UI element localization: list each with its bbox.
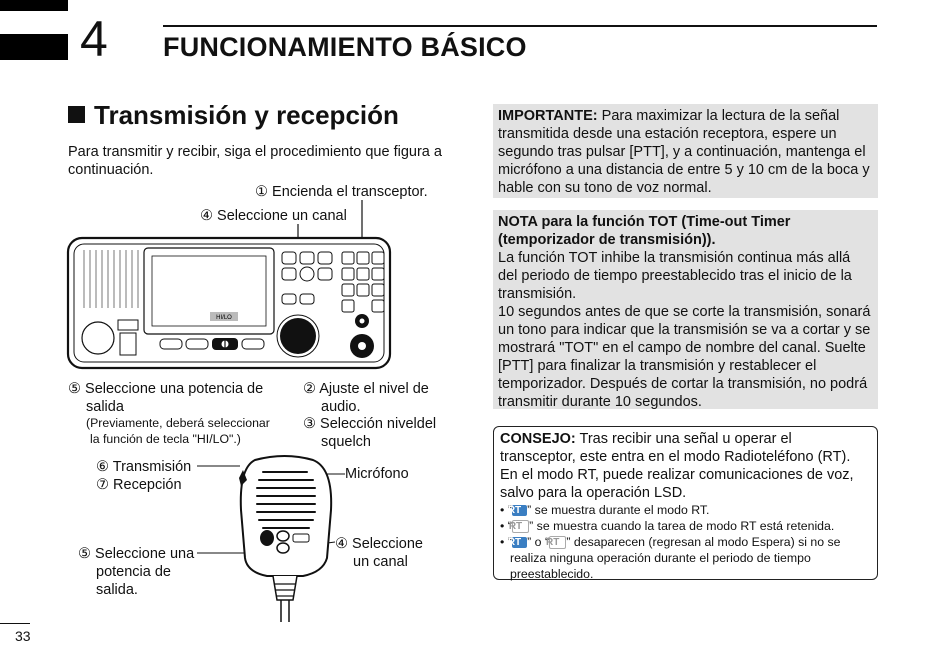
chapter-rule <box>163 25 877 27</box>
tip-bullet-2: • “RT ” se muestra cuando la tarea de modo RT está retenida. <box>500 519 835 533</box>
rt-active-icon: RT <box>512 505 527 516</box>
page-number-rule <box>0 623 30 624</box>
tip-bullet-1: • “RT ” se muestra durante el modo RT. <box>500 503 710 517</box>
chapter-tab-bar-lower <box>0 34 68 60</box>
tot-heading-line1: NOTA para la función TOT (Time-out Timer <box>498 214 791 230</box>
tip-text-1: Tras recibir una señal u operar el transceptor, este entra en el modo Radioteléfono (RT). <box>500 431 851 465</box>
tip-paragraph-2: En el modo RT, puede realizar comunicaciones de voz, salvo para la operación LSD. <box>500 467 854 501</box>
tot-heading <box>498 213 873 249</box>
tot-paragraph-1: La función TOT inhibe la transmisión continua más allá del periodo de tiempo preestablecido tras el inicio de la transmisión. <box>498 250 852 302</box>
tip-bullet-3: • “RT ” o “RT ” desaparecen (regresan al modo Espera) si no se realiza ninguna operación durante el periodo de tiempo preestablecido. <box>500 535 841 581</box>
tip-bullet-3-mid: ” o “ <box>527 535 550 549</box>
callout-adjust-volume: ② Ajuste el nivel de <box>303 381 429 397</box>
tot-paragraph-2: 10 segundos antes de que se corte la transmisión, sonará un tono para indicar que la transmisión se va a cortar y se mostrará "TOT" en el campo de nombre del canal. Suelte [PTT] para finalizar la transmisión y restablecer el temporizador. Después de cortar la transmisión, no podrá transmitir durante 10 segundos. <box>498 304 871 410</box>
tip-bullet-3-text: ” desaparecen (regresan al modo Espera) si no se realiza ninguna operación durante el periodo de tiempo preestablecido. <box>510 535 841 581</box>
callout-mic-power-2: potencia de <box>96 564 171 580</box>
callout-select-channel: ④ Seleccione un canal <box>200 208 347 224</box>
callout-mic-power: ⑤ Seleccione una <box>78 546 195 562</box>
callout-power-note-2: la función de tecla "HI/LO".) <box>90 432 241 446</box>
rt-retained-icon: RT <box>512 520 529 533</box>
tip-bullet-1-text: ” se muestra durante el modo RT. <box>527 503 710 517</box>
tip-lead: CONSEJO: <box>500 431 576 447</box>
section-title <box>68 100 399 131</box>
callout-mic-channel: ④ Seleccione <box>335 536 423 552</box>
tot-heading-line2: (temporizador de transmisión)). <box>498 232 716 248</box>
rt-active-icon-2: RT <box>512 537 527 548</box>
tot-note-box <box>493 210 878 409</box>
radio-transceiver-diagram <box>60 190 400 375</box>
microphone-diagram <box>185 450 345 625</box>
callout-power-on: ① Encienda el transceptor. <box>255 184 428 200</box>
callout-mic-power-3: salida. <box>96 582 138 598</box>
callout-microphone: Micrófono <box>345 466 409 482</box>
callout-squelch-2: squelch <box>321 434 371 450</box>
important-lead: IMPORTANTE: <box>498 108 598 124</box>
important-text: Para maximizar la lectura de la señal transmitida desde una estación receptora, espere un segundo tras pulsar [PTT], y a continuación, mantenga el micrófono a una distancia de entre 5 y 10 cm de la boca y hable con su tono de voz normal. <box>498 108 870 196</box>
callout-mic-channel-2: un canal <box>353 554 408 570</box>
tip-box <box>493 426 878 580</box>
callout-power-note-1: (Previamente, deberá seleccionar <box>86 416 270 430</box>
rt-retained-icon-2: RT <box>549 536 566 549</box>
callout-adjust-volume-2: audio. <box>321 399 361 415</box>
tip-paragraph-1 <box>500 430 871 466</box>
section-title-text: Transmisión y recepción <box>94 100 399 130</box>
callout-receive: ⑦ Recepción <box>96 477 182 493</box>
page-number: 33 <box>15 628 31 644</box>
intro-text: Para transmitir y recibir, siga el procedimiento que figura a continuación. <box>68 144 442 178</box>
important-box <box>493 104 878 198</box>
callout-transmit: ⑥ Transmisión <box>96 459 192 475</box>
tip-bullet-2-text: ” se muestra cuando la tarea de modo RT está retenida. <box>529 519 835 533</box>
hilo-screen-label: HI/LO <box>216 315 232 321</box>
callout-select-power: ⑤ Seleccione una potencia de <box>68 381 264 397</box>
callout-select-power-2: salida <box>86 399 124 415</box>
chapter-tab-bar <box>0 0 68 11</box>
callout-squelch: ③ Selección niveldel <box>303 416 437 432</box>
chapter-title: FUNCIONAMIENTO BÁSICO <box>163 32 527 62</box>
section-square-icon <box>68 106 85 123</box>
chapter-number: 4 <box>80 11 108 67</box>
